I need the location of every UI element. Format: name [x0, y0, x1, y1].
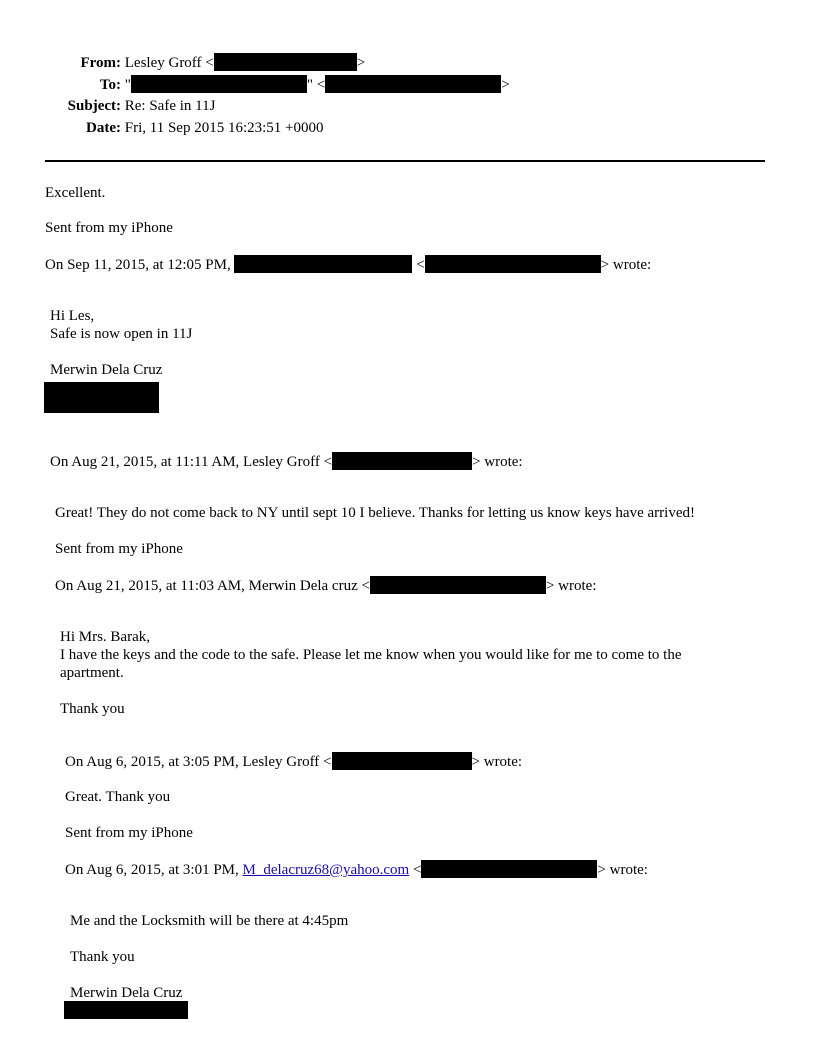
subject-value: Re: Safe in 11J [124, 98, 216, 114]
m5-body: Great. Thank you [65, 789, 171, 805]
m1-body: Excellent. [45, 185, 106, 201]
redacted-signature-block [64, 1001, 188, 1019]
redacted-from-email [214, 53, 357, 71]
sender-email-link[interactable]: M_delacruz68@yahoo.com [242, 862, 410, 878]
from-name: Lesley Groff [124, 55, 202, 71]
m1-signature: Sent from my iPhone [45, 220, 173, 236]
m4-body-line2: apartment. [60, 665, 124, 681]
date-value: Fri, 11 Sep 2015 16:23:51 +0000 [124, 120, 324, 136]
m4-quote-prefix: On Aug 6, 2015, at 3:05 PM, Lesley Groff [65, 754, 320, 770]
m6-body: Me and the Locksmith will be there at 4:45pm [70, 913, 349, 929]
m2-body: Safe is now open in 11J [50, 326, 193, 342]
header-divider [45, 160, 765, 162]
m3-signature: Sent from my iPhone [55, 541, 183, 557]
from-label: From: [80, 55, 121, 71]
subject-row [55, 97, 215, 115]
m2-signature: Merwin Dela Cruz [50, 362, 163, 378]
redacted-sender-email [332, 752, 472, 770]
date-label: Date: [86, 120, 121, 136]
from-row: From: Lesley Groff < > [55, 53, 365, 72]
m3-body: Great! They do not come back to NY until sept 10 I believe. Thanks for letting us know keys have arrived! [55, 505, 695, 521]
redacted-sender-name [234, 255, 412, 273]
m6-signature: Merwin Dela Cruz [70, 985, 183, 1001]
wrote-text: wrote: [609, 862, 648, 878]
m5-quote-prefix: On Aug 6, 2015, at 3:01 PM, [65, 862, 239, 878]
wrote-text: wrote: [612, 257, 652, 273]
redacted-signature-block [44, 382, 159, 413]
to-row: To: " " < > [55, 75, 510, 94]
m4-quote-header: On Aug 6, 2015, at 3:05 PM, Lesley Groff < > wrote: [65, 754, 523, 770]
m1-quote-header: On Sep 11, 2015, at 12:05 PM, < > wrote: [45, 257, 652, 273]
m1-quote-prefix: On Sep 11, 2015, at 12:05 PM, [45, 257, 231, 273]
redacted-sender-email [421, 860, 597, 878]
redacted-to-name [131, 75, 307, 93]
wrote-text: wrote: [558, 578, 597, 594]
subject-label: Subject: [67, 98, 121, 114]
m2-greeting: Hi Les, [50, 308, 95, 324]
redacted-sender-email [332, 452, 472, 470]
m4-body-line1: I have the keys and the code to the safe. Please let me know when you would like for me to come to the [60, 647, 682, 663]
m2-quote-header: On Aug 21, 2015, at 11:11 AM, Lesley Groff < > wrote: [50, 454, 523, 470]
m3-quote-prefix: On Aug 21, 2015, at 11:03 AM, Merwin Dela cruz [55, 578, 358, 594]
wrote-text: wrote: [484, 454, 523, 470]
m4-thanks: Thank you [60, 701, 125, 717]
redacted-to-email [325, 75, 501, 93]
m4-greeting: Hi Mrs. Barak, [60, 629, 150, 645]
date-row [55, 119, 324, 137]
to-label: To: [99, 77, 121, 93]
m5-signature: Sent from my iPhone [65, 825, 193, 841]
wrote-text: wrote: [483, 754, 523, 770]
m6-thanks: Thank you [70, 949, 135, 965]
m2-quote-prefix: On Aug 21, 2015, at 11:11 AM, Lesley Groff [50, 454, 320, 470]
m3-quote-header: On Aug 21, 2015, at 11:03 AM, Merwin Dela cruz < > wrote: [55, 578, 597, 594]
redacted-sender-email [370, 576, 546, 594]
m5-quote-header: On Aug 6, 2015, at 3:01 PM, M_delacruz68@yahoo.com < > wrote: [65, 862, 648, 878]
redacted-sender-email [425, 255, 601, 273]
